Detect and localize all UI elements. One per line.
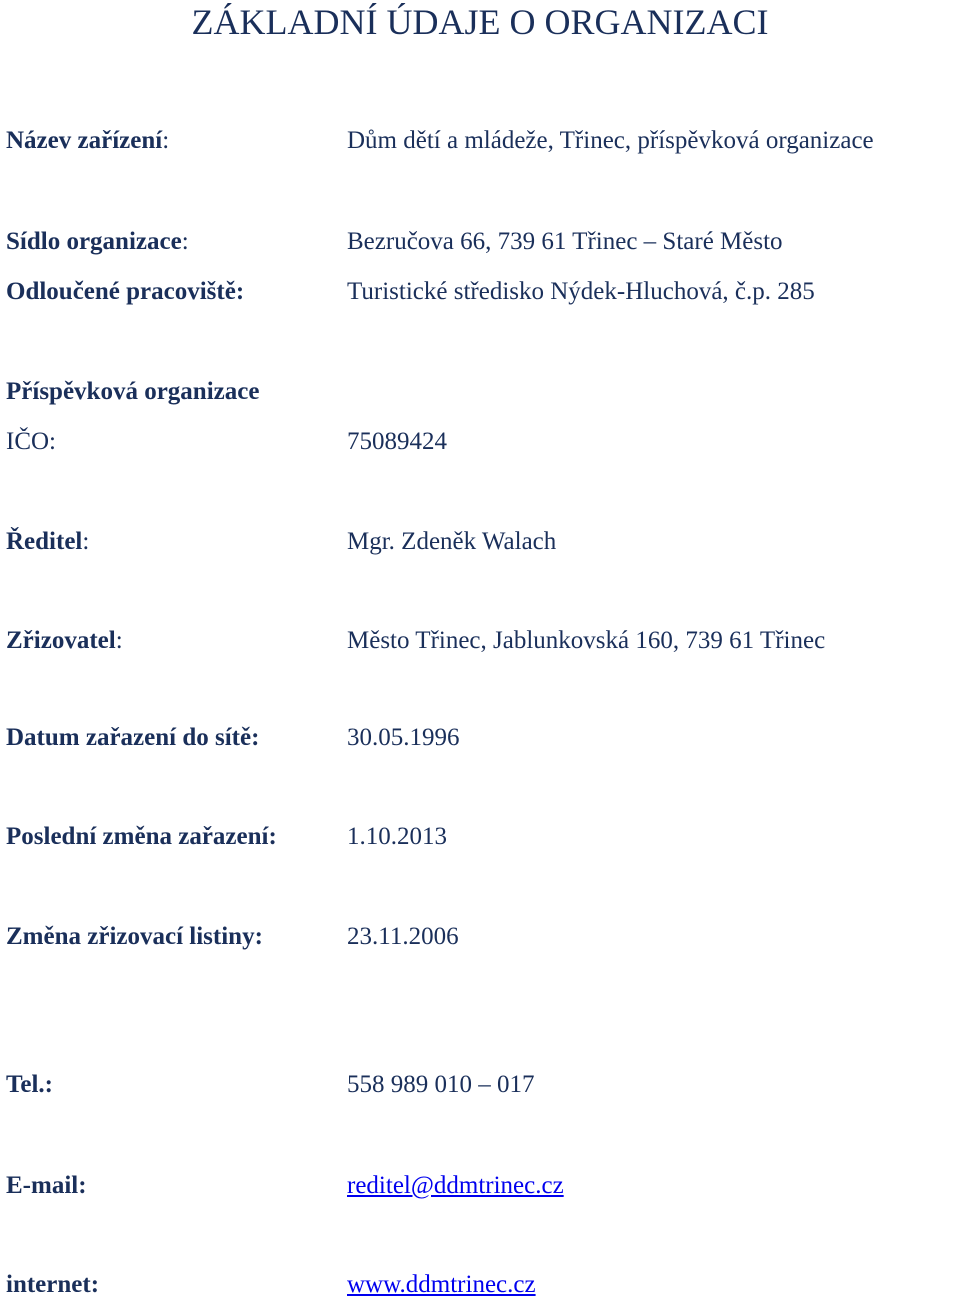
- email-link[interactable]: reditel@ddmtrinec.cz: [347, 1172, 564, 1199]
- value-zmena-listiny: 23.11.2006: [347, 923, 459, 950]
- value-reditel: Mgr. Zdeněk Walach: [347, 528, 557, 555]
- label-email: E-mail:: [6, 1172, 87, 1199]
- row-zrizovatel: [6, 625, 960, 657]
- label-tel: [6, 1069, 53, 1101]
- row-odloucene: [6, 276, 960, 308]
- label-tel-colon: :: [44, 1071, 53, 1098]
- label-reditel: [6, 526, 89, 558]
- value-sidlo: Bezručova 66, 739 61 Třinec – Staré Město: [347, 228, 783, 255]
- row-posledni-zmena: [6, 821, 960, 853]
- label-reditel-text: Ředitel: [6, 528, 83, 555]
- label-ico: IČO:: [6, 428, 56, 455]
- label-odloucene: Odloučené pracoviště:: [6, 278, 245, 305]
- label-reditel-colon: :: [82, 528, 90, 555]
- row-internet: [6, 1269, 960, 1301]
- row-reditel: [6, 526, 960, 558]
- label-tel-text: Tel.: [6, 1071, 45, 1098]
- value-odloucene: Turistické středisko Nýdek-Hluchová, č.p. 285: [347, 278, 815, 305]
- row-ico: [6, 426, 960, 458]
- label-prispevkova: Příspěvková organizace: [6, 378, 260, 405]
- row-datum-zarazeni: [6, 722, 960, 754]
- label-internet: internet:: [6, 1271, 100, 1298]
- label-nazev: [6, 125, 169, 157]
- label-sidlo: [6, 226, 189, 258]
- page-title: ZÁKLADNÍ ÚDAJE O ORGANIZACI: [191, 2, 769, 42]
- label-zmena-listiny: Změna zřizovací listiny:: [6, 923, 263, 950]
- label-sidlo-colon: :: [181, 228, 189, 255]
- label-datum-zarazeni: Datum zařazení do sítě:: [6, 724, 260, 751]
- label-posledni-zmena: Poslední změna zařazení:: [6, 823, 277, 850]
- row-zmena-listiny: [6, 921, 960, 953]
- label-zrizovatel: [6, 625, 123, 657]
- row-sidlo: [6, 226, 960, 258]
- row-prispevkova: [6, 376, 960, 408]
- label-zrizovatel-text: Zřizovatel: [6, 627, 116, 654]
- value-ico: 75089424: [347, 428, 447, 455]
- value-tel: 558 989 010 – 017: [347, 1071, 535, 1098]
- label-nazev-text: Název zařízení: [6, 127, 163, 154]
- label-zrizovatel-colon: :: [115, 627, 123, 654]
- value-posledni-zmena: 1.10.2013: [347, 823, 447, 850]
- value-zrizovatel: Město Třinec, Jablunkovská 160, 739 61 Třinec: [347, 627, 826, 654]
- value-nazev: Dům dětí a mládeže, Třinec, příspěvková organizace: [347, 127, 874, 154]
- label-nazev-colon: :: [162, 127, 170, 154]
- label-sidlo-text: Sídlo organizace: [6, 228, 182, 255]
- value-datum-zarazeni: 30.05.1996: [347, 724, 460, 751]
- row-email: [6, 1170, 960, 1202]
- row-tel: [6, 1069, 960, 1101]
- website-link[interactable]: www.ddmtrinec.cz: [347, 1271, 536, 1298]
- row-nazev: [6, 125, 960, 157]
